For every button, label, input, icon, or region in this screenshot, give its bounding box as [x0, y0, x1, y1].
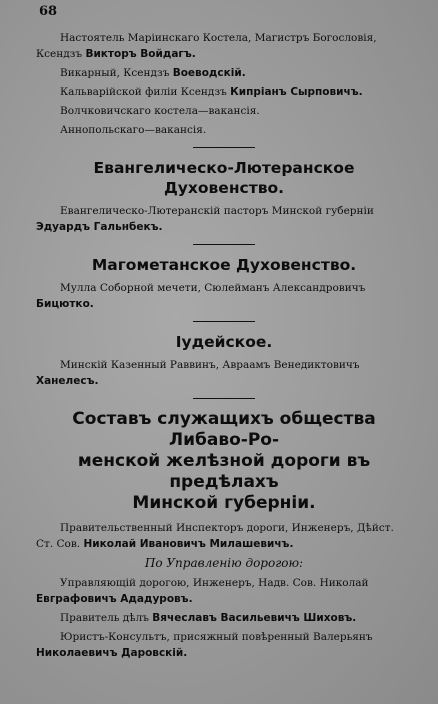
kalvaria-entry [36, 84, 412, 100]
lawyer-name: Николаевичъ Даровскій. [36, 647, 188, 659]
inspector-name: Николай Ивановичъ Милашевичъ. [83, 538, 294, 550]
lawyer-entry [36, 629, 412, 661]
management-subheading: По Управленію дорогою: [144, 556, 304, 570]
kalvaria-name: Кипріанъ Сырповичъ. [230, 86, 363, 98]
railway-heading [36, 409, 412, 514]
volchkovichi-entry: Волчковичскаго костела—вакансія. [60, 105, 260, 117]
rector-entry [36, 30, 412, 62]
lawyer-line1: Юристъ-Консультъ, присяжный повѣренный Валерьянъ [60, 631, 373, 643]
railway-heading-line2: менской желѣзной дороги въ предѣлахъ [77, 451, 371, 492]
railway-section [36, 409, 412, 661]
divider [193, 398, 255, 399]
divider [193, 244, 255, 245]
muslim-heading: Магометанское Духовенство. [91, 256, 357, 274]
manager-entry [36, 575, 412, 607]
railway-heading-line1: Составъ служащихъ общества Либаво-Ро- [72, 409, 376, 450]
jewish-section [36, 332, 412, 389]
muslim-section [36, 255, 412, 312]
jewish-entry [36, 357, 412, 389]
muslim-entry [36, 280, 412, 312]
vicar-entry [36, 65, 412, 81]
manager-name: Евграфовичъ Ададуровъ. [36, 593, 193, 605]
lutheran-heading: Евангелическо-Лютеранское Духовенство. [93, 159, 355, 197]
lutheran-line1: Евангелическо-Лютеранскій пасторъ Минской губерніи [60, 205, 374, 217]
rabbi-name: Ханелесъ. [36, 375, 99, 387]
inspector-entry [36, 520, 412, 552]
rector-line1: Настоятель Маріинскаго Костела, Магистръ Богословія, [60, 32, 377, 44]
jewish-line1: Минскій Казенный Раввинъ, Авраамъ Венедиктовичъ [60, 359, 360, 371]
clerk-title: Правитель дѣлъ [60, 612, 153, 624]
inspector-rank: Ст. Сов. [36, 538, 84, 550]
divider [193, 147, 255, 148]
clerk-name: Вячеславъ Васильевичъ Шиховъ. [152, 612, 357, 624]
kalvaria-title: Кальварійской филіи Ксендзъ [60, 86, 231, 98]
clerk-entry [36, 610, 412, 626]
page-content [36, 30, 412, 664]
divider [193, 321, 255, 322]
lutheran-section [36, 158, 412, 235]
mullah-name: Бицютко. [36, 298, 94, 310]
vicar-name: Воеводскій. [172, 67, 246, 79]
rector-name: Викторъ Войдагъ. [85, 48, 196, 60]
muslim-line1: Мулла Соборной мечети, Сюлейманъ Александровичъ [60, 282, 366, 294]
lutheran-entry [36, 203, 412, 235]
rector-line2 [12, 46, 196, 62]
railway-heading-line3: Минской губерніи. [132, 493, 316, 513]
rector-title: Ксендзъ [36, 48, 86, 60]
annopol-entry: Аннопольскаго—вакансія. [60, 124, 207, 136]
jewish-heading: Іудейское. [175, 333, 273, 351]
inspector-line2 [12, 536, 293, 552]
lutheran-pastor-name: Эдуардъ Гальнбекъ. [36, 221, 163, 233]
page-number: 68 [39, 4, 58, 19]
vicar-title: Викарный, Ксендзъ [60, 67, 173, 79]
inspector-line1: Правительственный Инспекторъ дороги, Инженеръ, Дѣйст. [60, 522, 394, 534]
catholic-clergy-list [36, 30, 412, 138]
manager-line1: Управляющій дорогою, Инженеръ, Надв. Сов. Николай [60, 577, 369, 589]
